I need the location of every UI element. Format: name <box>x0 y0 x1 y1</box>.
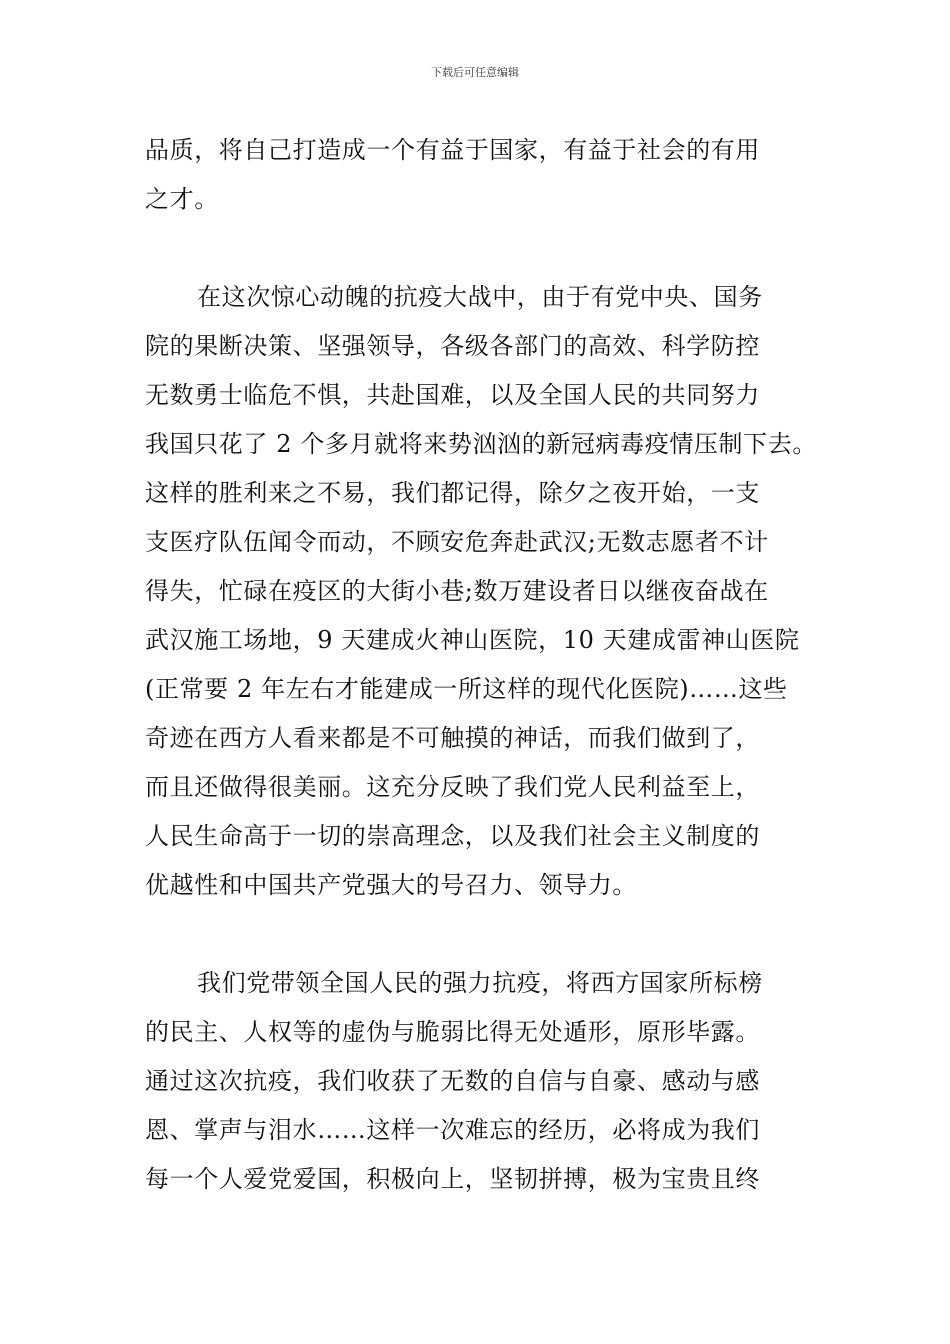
text-line: 优越性和中国共产党强大的号召力、领导力。 <box>145 871 637 899</box>
paragraph-3 <box>145 965 825 1198</box>
text-line: 每一个人爱党爱国，积极向上，坚韧拼搏，极为宝贵且终 <box>145 1165 760 1193</box>
document-body <box>145 132 825 1210</box>
text-line: 武汉施工场地，9 天建成火神山医院，10 天建成雷神山医院 <box>145 626 800 654</box>
text-line: 人民生命高于一切的崇高理念，以及我们社会主义制度的 <box>145 822 760 850</box>
paragraph-1 <box>145 132 825 218</box>
text-line: 无数勇士临危不惧，共赴国难，以及全国人民的共同努力 <box>145 381 760 409</box>
paragraph-gap <box>145 916 825 965</box>
text-line: 之才。 <box>145 185 219 213</box>
text-line: 得失，忙碌在疫区的大街小巷;数万建设者日以继夜奋战在 <box>145 577 769 605</box>
text-line: 支医疗队伍闻令而动，不顾安危奔赴武汉;无数志愿者不计 <box>145 528 769 556</box>
text-line: 院的果断决策、坚强领导，各级各部门的高效、科学防控 <box>145 332 760 360</box>
page-header-note: 下载后可任意编辑 <box>431 66 519 79</box>
text-line: (正常要 2 年左右才能建成一所这样的现代化医院)……这些 <box>145 675 788 703</box>
text-line: 恩、掌声与泪水……这样一次难忘的经历，必将成为我们 <box>145 1116 760 1144</box>
text-line: 奇迹在西方人看来都是不可触摸的神话，而我们做到了， <box>145 724 760 752</box>
text-line: 的民主、人权等的虚伪与脆弱比得无处遁形，原形毕露。 <box>145 1018 760 1046</box>
text-line: 我国只花了 2 个多月就将来势汹汹的新冠病毒疫情压制下去。 <box>145 430 817 458</box>
text-line: 这样的胜利来之不易，我们都记得，除夕之夜开始，一支 <box>145 479 760 507</box>
text-line: 通过这次抗疫，我们收获了无数的自信与自豪、感动与感 <box>145 1067 760 1095</box>
text-line: 而且还做得很美丽。这充分反映了我们党人民利益至上， <box>145 773 760 801</box>
text-line: 在这次惊心动魄的抗疫大战中，由于有党中央、国务 <box>197 283 763 311</box>
paragraph-2 <box>145 279 825 904</box>
paragraph-gap <box>145 230 825 279</box>
text-line: 我们党带领全国人民的强力抗疫，将西方国家所标榜 <box>197 969 763 997</box>
text-line: 品质，将自己打造成一个有益于国家，有益于社会的有用 <box>145 136 760 164</box>
